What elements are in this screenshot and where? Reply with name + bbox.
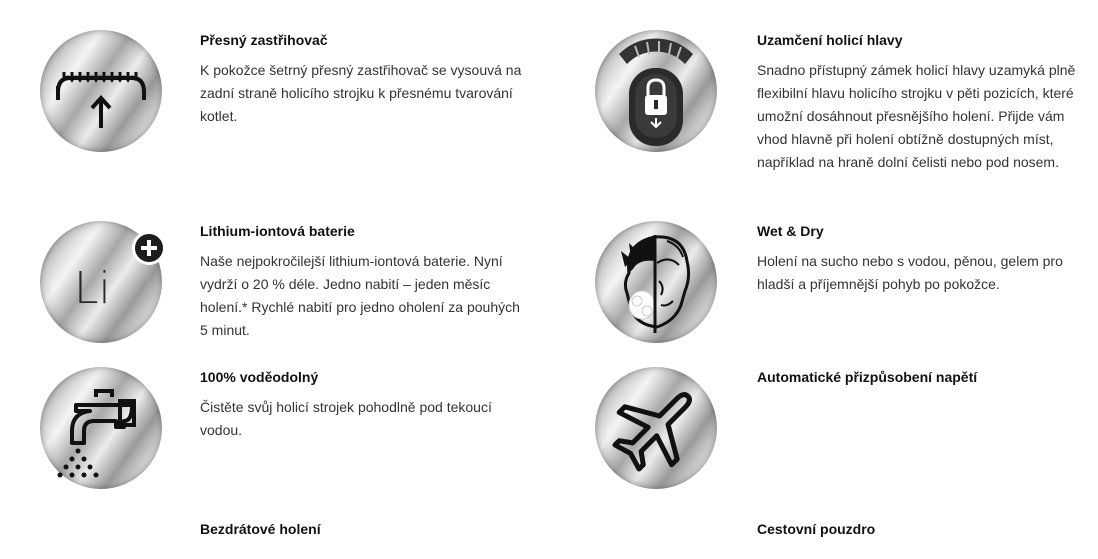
lock-icon — [595, 30, 717, 152]
feature-title: 100% voděodolný — [200, 369, 319, 385]
feature-description: Snadno přístupný zámek holicí hlavy uzamyká plně flexibilní hlavu holicího strojku v pěti pozicích, které umožní dosáhnout přesnějšího holení. Přijde vám vhod hlavně při holení obtížně dostupných míst, například na hraně dolní čelisti nebo pod nosem. — [757, 62, 1076, 170]
feature-description: Čistěte svůj holicí strojek pohodlně pod tekoucí vodou. — [200, 399, 492, 438]
airplane-icon — [595, 367, 717, 489]
feature-description: K pokožce šetrný přesný zastřihovač se vysouvá na zadní straně holicího strojku k přesnému tvarování kotlet. — [200, 62, 522, 124]
feature-title: Wet & Dry — [757, 223, 824, 239]
feature-description: Naše nejpokročilejší lithium-iontová baterie. Nyní vydrží o 20 % déle. Jedno nabití – jeden měsíc holení.* Rychlé nabití pro jedno oholení za pouhých 5 minut. — [200, 253, 520, 338]
feature-title: Cestovní pouzdro — [757, 521, 876, 537]
battery-label: Li — [74, 263, 111, 314]
feature-title: Lithium-iontová baterie — [200, 223, 355, 239]
plus-icon — [132, 231, 166, 265]
trimmer-icon — [40, 30, 162, 152]
feature-title: Uzamčení holicí hlavy — [757, 32, 903, 48]
feature-title: Automatické přizpůsobení napětí — [757, 369, 978, 385]
feature-description: Holení na sucho nebo s vodou, pěnou, gelem pro hladší a příjemnější pohyb po pokožce. — [757, 253, 1063, 292]
water-tap-icon — [40, 367, 162, 489]
feature-title: Bezdrátové holení — [200, 521, 321, 537]
wet-dry-face-icon — [595, 221, 717, 343]
feature-title: Přesný zastřihovač — [200, 32, 328, 48]
